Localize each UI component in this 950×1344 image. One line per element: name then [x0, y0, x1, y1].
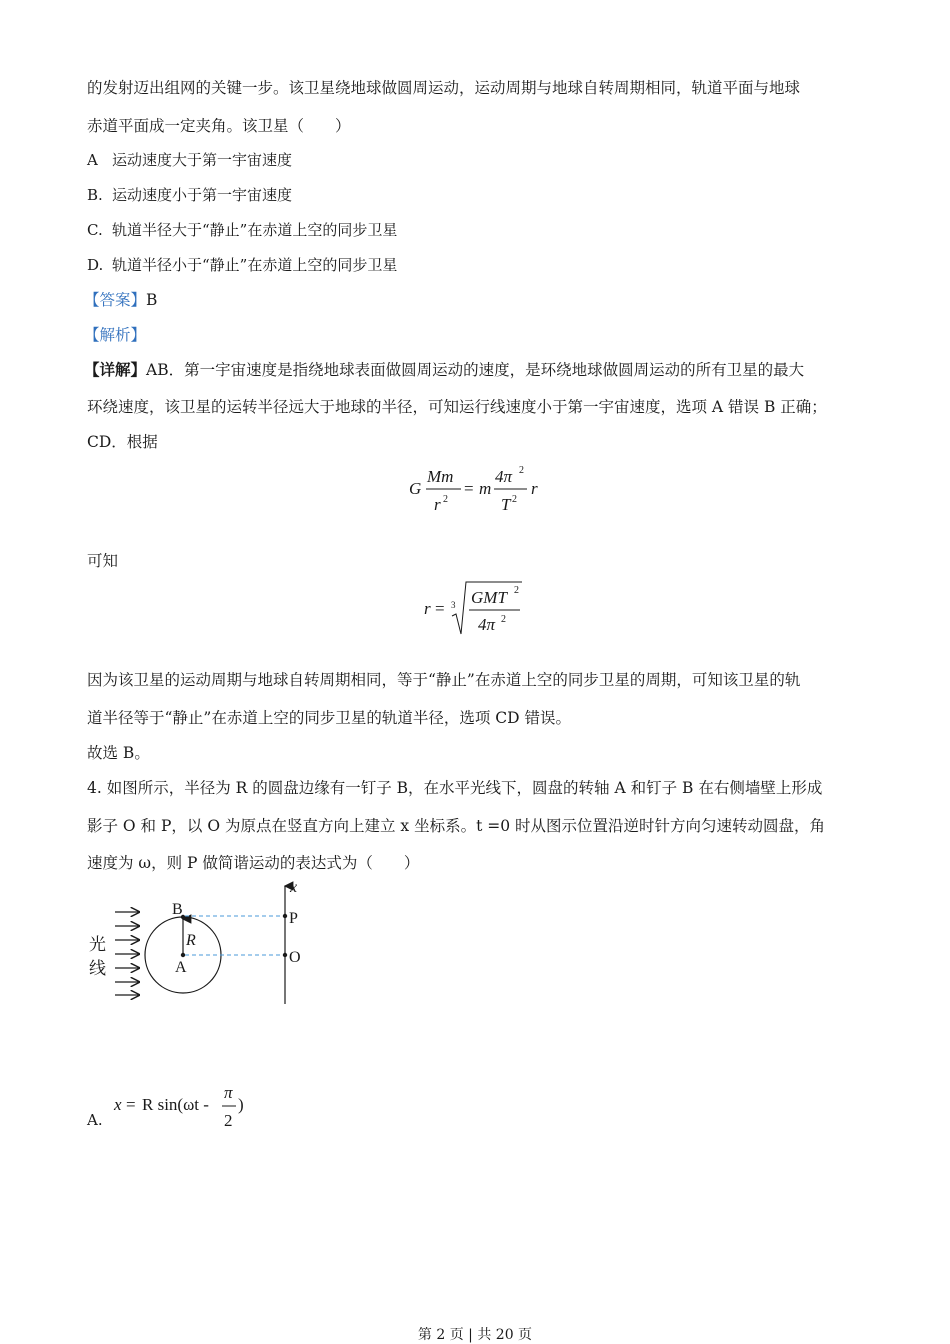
- q4-line-1: 4. 如图所示，半径为 R 的圆盘边缘有一钉子 B，在水平光线下，圆盘的转轴 A 和钉子 B 在右侧墙壁上形成: [87, 779, 823, 797]
- answer-line: [84, 288, 157, 310]
- formula2-num-exp: 2: [514, 585, 519, 596]
- option-d: [87, 254, 397, 275]
- label-b: B: [172, 901, 183, 918]
- option-a-text: 运动速度大于第一宇宙速度: [112, 151, 293, 169]
- formula2-den-exp: 2: [501, 614, 506, 625]
- axis-label-x: x: [290, 879, 298, 896]
- formula2-eq: =: [435, 599, 445, 618]
- answer-value: B: [146, 291, 158, 309]
- detail-line-2: 环绕速度，该卫星的运转半径远大于地球的半径，可知运行线速度小于第一宇宙速度，选项 A 错误 B 正确；: [87, 398, 827, 416]
- option-a-label: A: [87, 151, 98, 169]
- formula1-num2: 4π: [495, 467, 513, 486]
- formula1-G: G: [409, 479, 422, 498]
- q4a-num: π: [224, 1083, 233, 1102]
- detail-line-4: 可知: [87, 552, 119, 570]
- option-a: [87, 149, 292, 170]
- option-c: [87, 219, 397, 240]
- formula-gravitation: [405, 460, 555, 518]
- detail-line-5: 因为该卫星的运动周期与地球自转周期相同，等于“静止”在赤道上空的同步卫星的周期，可知该卫星的轨: [87, 671, 801, 689]
- formula1-den1: r: [434, 495, 441, 514]
- formula2-den: 4π: [478, 615, 496, 634]
- formula1-m: m: [479, 479, 492, 498]
- option-c-label: C.: [87, 221, 103, 239]
- detail-line-3: CD．根据: [87, 433, 158, 451]
- label-o: O: [289, 949, 301, 966]
- formula1-r: r: [531, 479, 538, 498]
- q4a-lhs: x: [114, 1095, 122, 1114]
- detail-line-6: 道半径等于“静止”在赤道上空的同步卫星的轨道半径，选项 CD 错误。: [87, 709, 571, 727]
- formula1-num2-exp: 2: [519, 465, 524, 476]
- formula2-root-index: 3: [451, 600, 456, 610]
- detail-line-7: 故选 B。: [87, 744, 150, 762]
- q4-line-3: 速度为 ω，则 P 做简谐运动的表达式为（ ）: [87, 854, 420, 872]
- q4-option-a-label: A.: [87, 1111, 103, 1129]
- q4a-expr: R sin(ωt -: [142, 1095, 209, 1114]
- formula1-den2: T: [501, 495, 511, 514]
- label-a: A: [175, 959, 187, 976]
- q4-line-2: 影子 O 和 P，以 O 为原点在竖直方向上建立 x 坐标系。t =0 时从图示位置沿逆时针方向匀速转动圆盘，角: [87, 817, 826, 835]
- detail-tag: 【详解】: [84, 360, 147, 379]
- detail-line-1: [84, 358, 804, 380]
- option-b: [87, 184, 292, 205]
- intro-line-1: 的发射迈出组网的关键一步。该卫星绕地球做圆周运动，运动周期与地球自转周期相同，轨道平面与地球: [87, 79, 801, 97]
- formula1-den1-exp: 2: [443, 494, 448, 505]
- option-b-text: 运动速度小于第一宇宙速度: [112, 186, 293, 204]
- formula-radius: [420, 578, 530, 638]
- disc-shadow-diagram: [85, 878, 325, 1008]
- option-d-label: D.: [87, 256, 104, 274]
- detail-text-1: AB．第一宇宙速度是指绕地球表面做圆周运动的速度，是环绕地球做圆周运动的所有卫星的最大: [146, 361, 805, 379]
- option-b-label: B.: [87, 186, 103, 204]
- formula1-eq: =: [464, 479, 474, 498]
- center-point-a: [181, 953, 185, 957]
- intro-line-2: 赤道平面成一定夹角。该卫星（ ）: [87, 117, 351, 135]
- q4-option-a-formula: [112, 1082, 262, 1132]
- shadow-point-p: [283, 914, 287, 918]
- option-c-text: 轨道半径大于“静止”在赤道上空的同步卫星: [112, 221, 398, 239]
- page-footer: 第 2 页 | 共 20 页: [417, 1327, 533, 1343]
- q4a-close: ): [238, 1095, 244, 1114]
- formula1-num1: Mm: [427, 467, 454, 486]
- light-label-1: 光: [89, 935, 106, 954]
- light-label-2: 线: [89, 959, 106, 978]
- option-d-text: 轨道半径小于“静止”在赤道上空的同步卫星: [112, 256, 398, 274]
- formula1-den2-exp: 2: [512, 494, 517, 505]
- label-r: R: [186, 932, 196, 949]
- q4a-den: 2: [224, 1111, 233, 1130]
- analysis-tag: 【解析】: [84, 326, 147, 344]
- label-p: P: [289, 910, 298, 927]
- formula2-r: r: [424, 599, 431, 618]
- formula2-num: GMT: [471, 588, 507, 607]
- shadow-point-o: [283, 953, 287, 957]
- q4a-eq: =: [126, 1095, 136, 1114]
- answer-tag: 【答案】: [84, 291, 147, 309]
